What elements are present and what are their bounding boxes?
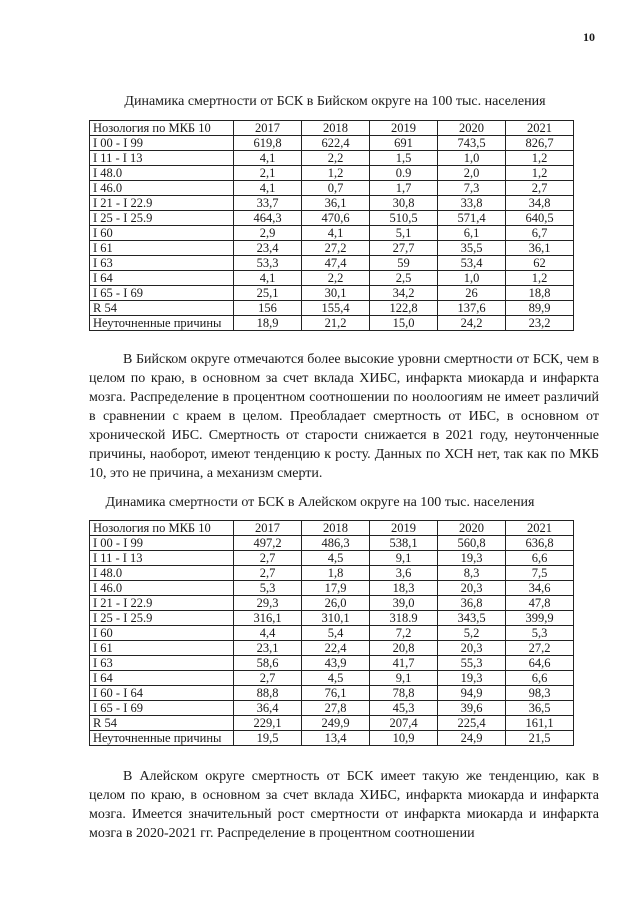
value-cell: 640,5 [506,211,574,226]
nosology-cell: Неуточненные причины [90,731,234,746]
table-row [90,671,574,686]
table2-caption: Динамика смертности от БСК в Алейском округе на 100 тыс. населения [105,495,535,510]
value-cell: 2,5 [370,271,438,286]
value-cell: 24,2 [438,316,506,331]
value-cell: 1,2 [506,271,574,286]
value-cell: 6,1 [438,226,506,241]
value-cell: 2,9 [234,226,302,241]
value-cell: 17,9 [302,581,370,596]
value-cell: 826,7 [506,136,574,151]
value-cell: 43,9 [302,656,370,671]
value-cell: 4,1 [234,181,302,196]
table-header-cell: Нозология по МКБ 10 [90,521,234,536]
value-cell: 22,4 [302,641,370,656]
value-cell: 24,9 [438,731,506,746]
table-header-cell: 2020 [438,521,506,536]
value-cell: 619,8 [234,136,302,151]
value-cell: 510,5 [370,211,438,226]
value-cell: 0,7 [302,181,370,196]
nosology-cell: I 21 - I 22.9 [90,596,234,611]
value-cell: 27,7 [370,241,438,256]
value-cell: 1,2 [506,151,574,166]
table-row [90,611,574,626]
table-row [90,241,574,256]
value-cell: 59 [370,256,438,271]
table-row [90,716,574,731]
value-cell: 36,1 [506,241,574,256]
value-cell: 18,9 [234,316,302,331]
value-cell: 41,7 [370,656,438,671]
value-cell: 94,9 [438,686,506,701]
value-cell: 538,1 [370,536,438,551]
value-cell: 1,0 [438,271,506,286]
table-header-cell: 2019 [370,121,438,136]
value-cell: 34,8 [506,196,574,211]
table1-mortality-biysk [89,120,574,331]
value-cell: 155,4 [302,301,370,316]
value-cell: 4,5 [302,551,370,566]
table-row [90,151,574,166]
value-cell: 33,7 [234,196,302,211]
value-cell: 53,3 [234,256,302,271]
value-cell: 4,1 [302,226,370,241]
paragraph2-text: В Алейском округе смертность от БСК имеет такую же тенденцию, как в целом по краю, в основном за счет вклада ХИБС, инфаркта миокарда и инфаркта мозга. Имеется значительный рост смертности от инфаркта миокарда и инфаркта мозга в 2020-2021 гг. Распределение в процентном соотношении [89,769,599,841]
value-cell: 27,2 [506,641,574,656]
table-header-cell: 2021 [506,121,574,136]
value-cell: 39,0 [370,596,438,611]
table-header-cell: 2021 [506,521,574,536]
nosology-cell: I 60 - I 64 [90,686,234,701]
table-row [90,181,574,196]
table-row [90,136,574,151]
value-cell: 19,3 [438,551,506,566]
value-cell: 316,1 [234,611,302,626]
value-cell: 2,7 [234,551,302,566]
value-cell: 23,2 [506,316,574,331]
table-row [90,581,574,596]
value-cell: 20,3 [438,641,506,656]
value-cell: 5,3 [234,581,302,596]
value-cell: 34,6 [506,581,574,596]
nosology-cell: I 48.0 [90,166,234,181]
value-cell: 36,1 [302,196,370,211]
value-cell: 464,3 [234,211,302,226]
value-cell: 36,5 [506,701,574,716]
value-cell: 62 [506,256,574,271]
value-cell: 45,3 [370,701,438,716]
value-cell: 0.9 [370,166,438,181]
value-cell: 399,9 [506,611,574,626]
table-header-cell: 2017 [234,521,302,536]
value-cell: 23,4 [234,241,302,256]
value-cell: 229,1 [234,716,302,731]
value-cell: 2,0 [438,166,506,181]
value-cell: 23,1 [234,641,302,656]
nosology-cell: I 25 - I 25.9 [90,211,234,226]
nosology-cell: I 64 [90,671,234,686]
value-cell: 122,8 [370,301,438,316]
value-cell: 88,8 [234,686,302,701]
table-row [90,211,574,226]
value-cell: 486,3 [302,536,370,551]
value-cell: 30,1 [302,286,370,301]
table-header-row [90,521,574,536]
value-cell: 20,8 [370,641,438,656]
value-cell: 571,4 [438,211,506,226]
value-cell: 2,7 [234,671,302,686]
nosology-cell: I 25 - I 25.9 [90,611,234,626]
nosology-cell: I 65 - I 69 [90,701,234,716]
value-cell: 310,1 [302,611,370,626]
value-cell: 21,2 [302,316,370,331]
value-cell: 318.9 [370,611,438,626]
nosology-cell: R 54 [90,301,234,316]
value-cell: 4,1 [234,271,302,286]
value-cell: 19,5 [234,731,302,746]
value-cell: 18,3 [370,581,438,596]
table-row [90,316,574,331]
nosology-cell: R 54 [90,716,234,731]
paragraph1-text: В Бийском округе отмечаются более высокие уровни смертности от БСК, чем в целом по краю, в основном за счет вклада ХИБС, инфаркта миокарда и инфаркта мозга. Распределение в процентном соотношении по ноолоогиям не имеет различий в сравнении с краем в целом. Преобладает смертность от ИБС, в основном от хронической ИБС. Смертность от старости снижается в 2021 году, неутонченные причины, наоборот, имеют тенденцию к росту. Данных по ХСН нет, так как по МКБ 10, это не причина, а механизм смерти. [89,352,599,481]
paragraph1 [89,350,599,483]
value-cell: 20,3 [438,581,506,596]
value-cell: 560,8 [438,536,506,551]
value-cell: 207,4 [370,716,438,731]
nosology-cell: I 21 - I 22.9 [90,196,234,211]
value-cell: 35,5 [438,241,506,256]
table-header-cell: 2017 [234,121,302,136]
value-cell: 7,3 [438,181,506,196]
value-cell: 691 [370,136,438,151]
page-number: 10 [583,30,595,44]
value-cell: 2,7 [506,181,574,196]
value-cell: 7,5 [506,566,574,581]
value-cell: 26,0 [302,596,370,611]
table-row [90,686,574,701]
value-cell: 30,8 [370,196,438,211]
value-cell: 39,6 [438,701,506,716]
value-cell: 3,6 [370,566,438,581]
value-cell: 33,8 [438,196,506,211]
table-header-cell: 2018 [302,521,370,536]
nosology-cell: I 60 [90,626,234,641]
value-cell: 36,4 [234,701,302,716]
value-cell: 343,5 [438,611,506,626]
table1-caption: Динамика смертности от БСК в Бийском округе на 100 тыс. населения [124,94,546,109]
value-cell: 2,7 [234,566,302,581]
value-cell: 4,1 [234,151,302,166]
value-cell: 6,6 [506,671,574,686]
table-row [90,196,574,211]
value-cell: 18,8 [506,286,574,301]
value-cell: 2,1 [234,166,302,181]
table-row [90,226,574,241]
value-cell: 29,3 [234,596,302,611]
table-row [90,566,574,581]
table-header-cell: 2019 [370,521,438,536]
value-cell: 5,3 [506,626,574,641]
table-row [90,626,574,641]
value-cell: 470,6 [302,211,370,226]
value-cell: 249,9 [302,716,370,731]
nosology-cell: I 11 - I 13 [90,551,234,566]
value-cell: 89,9 [506,301,574,316]
value-cell: 156 [234,301,302,316]
table-row [90,301,574,316]
value-cell: 8,3 [438,566,506,581]
value-cell: 161,1 [506,716,574,731]
value-cell: 7,2 [370,626,438,641]
value-cell: 26 [438,286,506,301]
nosology-cell: Неуточненные причины [90,316,234,331]
value-cell: 497,2 [234,536,302,551]
table-row [90,701,574,716]
nosology-cell: I 63 [90,656,234,671]
table-row [90,731,574,746]
nosology-cell: I 46.0 [90,581,234,596]
value-cell: 19,3 [438,671,506,686]
nosology-cell: I 11 - I 13 [90,151,234,166]
value-cell: 13,4 [302,731,370,746]
nosology-cell: I 63 [90,256,234,271]
table2-mortality-aleysk [89,520,574,746]
value-cell: 53,4 [438,256,506,271]
value-cell: 1,0 [438,151,506,166]
table-row [90,596,574,611]
value-cell: 1,2 [506,166,574,181]
value-cell: 78,8 [370,686,438,701]
value-cell: 76,1 [302,686,370,701]
nosology-cell: I 65 - I 69 [90,286,234,301]
nosology-cell: I 61 [90,241,234,256]
value-cell: 47,4 [302,256,370,271]
paragraph2 [89,767,599,843]
value-cell: 1,5 [370,151,438,166]
value-cell: 15,0 [370,316,438,331]
value-cell: 47,8 [506,596,574,611]
value-cell: 27,8 [302,701,370,716]
value-cell: 6,7 [506,226,574,241]
table-header-cell: 2020 [438,121,506,136]
value-cell: 21,5 [506,731,574,746]
table-header-cell: 2018 [302,121,370,136]
value-cell: 55,3 [438,656,506,671]
value-cell: 1,2 [302,166,370,181]
table-row [90,641,574,656]
value-cell: 1,7 [370,181,438,196]
value-cell: 1,8 [302,566,370,581]
value-cell: 34,2 [370,286,438,301]
value-cell: 5,4 [302,626,370,641]
value-cell: 10,9 [370,731,438,746]
nosology-cell: I 61 [90,641,234,656]
value-cell: 2,2 [302,151,370,166]
value-cell: 137,6 [438,301,506,316]
value-cell: 64,6 [506,656,574,671]
table-row [90,256,574,271]
value-cell: 27,2 [302,241,370,256]
table-row [90,166,574,181]
value-cell: 4,4 [234,626,302,641]
table-header-row [90,121,574,136]
value-cell: 743,5 [438,136,506,151]
table-row [90,271,574,286]
value-cell: 9,1 [370,551,438,566]
value-cell: 98,3 [506,686,574,701]
value-cell: 225,4 [438,716,506,731]
value-cell: 636,8 [506,536,574,551]
table-row [90,656,574,671]
value-cell: 2,2 [302,271,370,286]
table-row [90,551,574,566]
table-header-cell: Нозология по МКБ 10 [90,121,234,136]
table-row [90,536,574,551]
value-cell: 25,1 [234,286,302,301]
table-row [90,286,574,301]
nosology-cell: I 64 [90,271,234,286]
value-cell: 5,2 [438,626,506,641]
value-cell: 58,6 [234,656,302,671]
nosology-cell: I 00 - I 99 [90,536,234,551]
nosology-cell: I 00 - I 99 [90,136,234,151]
value-cell: 36,8 [438,596,506,611]
value-cell: 4,5 [302,671,370,686]
value-cell: 622,4 [302,136,370,151]
nosology-cell: I 60 [90,226,234,241]
value-cell: 9,1 [370,671,438,686]
nosology-cell: I 48.0 [90,566,234,581]
nosology-cell: I 46.0 [90,181,234,196]
value-cell: 6,6 [506,551,574,566]
value-cell: 5,1 [370,226,438,241]
